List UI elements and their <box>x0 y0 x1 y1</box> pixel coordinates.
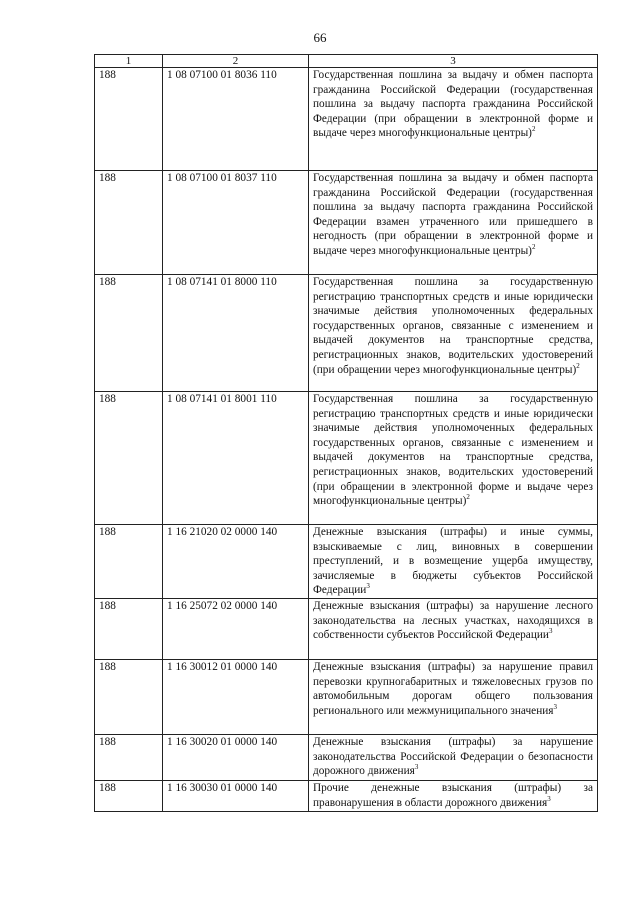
description-text: Государственная пошлина за государственную регистрацию транспортных средств и иные юридически значимые действия уполномоченных федеральных государственных органов, связанные с изменением и выдачей документов на транспортные средства, регистрационных знаков, водительских удостоверений (при обращении в электронной форме и выдаче через многофункциональные центры) <box>313 393 593 508</box>
footnote-mark: 2 <box>531 125 536 134</box>
description-cell <box>309 392 598 525</box>
footnote-mark: 3 <box>366 582 370 591</box>
admin-code-cell: 188 <box>95 525 163 599</box>
admin-code-cell: 188 <box>95 275 163 392</box>
description-cell <box>309 599 598 660</box>
description-text: Денежные взыскания (штрафы) за нарушение правил перевозки крупногабаритных и тяжеловесных грузов по автомобильным дорогам общего пользования регионального или межмуниципального значения <box>313 661 593 717</box>
table-row <box>95 171 598 275</box>
table-row <box>95 275 598 392</box>
description-cell <box>309 171 598 275</box>
description-text: Денежные взыскания (штрафы) за нарушение законодательства Российской Федерации о безопасности дорожного движения <box>313 736 593 778</box>
description-cell <box>309 660 598 735</box>
description-cell <box>309 781 598 812</box>
budget-codes-table <box>94 54 598 812</box>
table-row <box>95 735 598 781</box>
footnote-mark: 2 <box>531 243 536 252</box>
kbk-code-cell: 1 16 21020 02 0000 140 <box>163 525 309 599</box>
description-cell <box>309 735 598 781</box>
kbk-code-cell: 1 16 30030 01 0000 140 <box>163 781 309 812</box>
kbk-code-cell: 1 08 07100 01 8037 110 <box>163 171 309 275</box>
table-row <box>95 599 598 660</box>
column-header-2: 2 <box>163 55 309 68</box>
footnote-mark: 2 <box>576 361 580 370</box>
table-row <box>95 781 598 812</box>
admin-code-cell: 188 <box>95 171 163 275</box>
column-header-3: 3 <box>309 55 598 68</box>
description-text: Государственная пошлина за выдачу и обмен паспорта гражданина Российской Федерации (государственная пошлина за выдачу паспорта гражданина Российской Федерации (при обращении в электронной форме и выдаче через многофункциональные центры) <box>313 69 593 140</box>
kbk-code-cell: 1 16 30020 01 0000 140 <box>163 735 309 781</box>
admin-code-cell: 188 <box>95 68 163 171</box>
table-row <box>95 392 598 525</box>
admin-code-cell: 188 <box>95 735 163 781</box>
table-header-row <box>95 55 598 68</box>
admin-code-cell: 188 <box>95 392 163 525</box>
footnote-mark: 3 <box>414 763 419 772</box>
description-cell <box>309 68 598 171</box>
kbk-code-cell: 1 08 07100 01 8036 110 <box>163 68 309 171</box>
description-text: Государственная пошлина за выдачу и обмен паспорта гражданина Российской Федерации (государственная пошлина за выдачу паспорта гражданина Российской Федерации взамен утраченного или пришедшего в негодность (при обращении в электронной форме и выдаче через многофункциональные центры) <box>313 172 593 257</box>
kbk-code-cell: 1 16 30012 01 0000 140 <box>163 660 309 735</box>
footnote-mark: 3 <box>553 703 557 712</box>
kbk-code-cell: 1 08 07141 01 8000 110 <box>163 275 309 392</box>
column-header-1: 1 <box>95 55 163 68</box>
footnote-mark: 2 <box>466 493 470 502</box>
table-row <box>95 68 598 171</box>
description-cell <box>309 275 598 392</box>
description-text: Прочие денежные взыскания (штрафы) за правонарушения в области дорожного движения <box>313 782 593 809</box>
admin-code-cell: 188 <box>95 781 163 812</box>
kbk-code-cell: 1 16 25072 02 0000 140 <box>163 599 309 660</box>
description-text: Денежные взыскания (штрафы) и иные суммы, взыскиваемые с лиц, виновных в совершении преступлений, и в возмещение ущерба имуществу, зачисляемые в бюджеты субъектов Российской Федерации <box>313 526 593 597</box>
kbk-code-cell: 1 08 07141 01 8001 110 <box>163 392 309 525</box>
table-row <box>95 525 598 599</box>
page-number: 66 <box>313 30 327 45</box>
admin-code-cell: 188 <box>95 599 163 660</box>
description-cell <box>309 525 598 599</box>
footnote-mark: 3 <box>548 627 553 636</box>
table-row <box>95 660 598 735</box>
footnote-mark: 3 <box>547 794 551 803</box>
description-text: Денежные взыскания (штрафы) за нарушение лесного законодательства на лесных участках, находящихся в собственности субъектов Российской Федерации <box>313 600 593 642</box>
admin-code-cell: 188 <box>95 660 163 735</box>
description-text: Государственная пошлина за государственную регистрацию транспортных средств и иные юридически значимые действия уполномоченных федеральных государственных органов, связанные с изменением и выдачей документов на транспортные средства, регистрационных знаков, водительских удостоверений (при обращении через многофункциональные центры) <box>313 276 593 376</box>
